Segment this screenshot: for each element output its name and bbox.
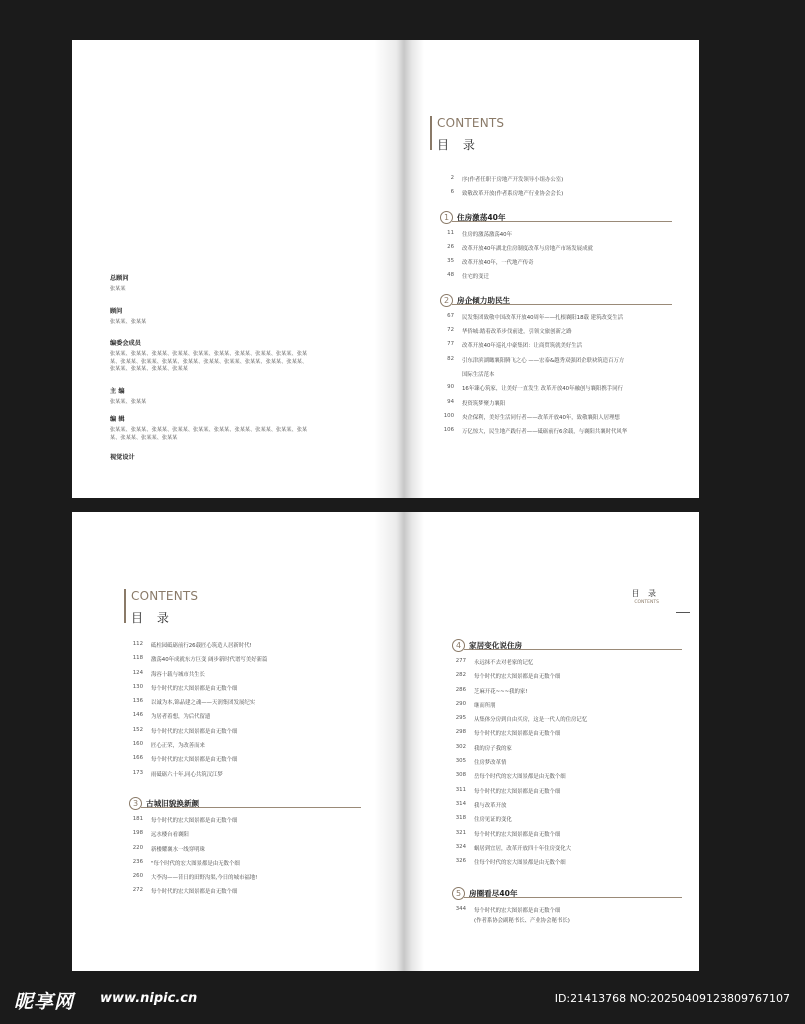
toc-row: [129, 684, 361, 698]
page-number: 106: [443, 427, 454, 434]
toc-row: [440, 272, 672, 286]
entry-title: 每个时代的宏大图景都是由无数个细: [151, 728, 238, 735]
credit-label: 编委会成员: [110, 340, 141, 347]
entry-title: 每个时代的宏大图景都是由无数个细: [474, 788, 561, 795]
page-number: 236: [132, 858, 143, 865]
toc-row: [129, 655, 361, 669]
toc-row: [129, 770, 361, 784]
toc-list: [440, 175, 672, 441]
toc-row: [129, 670, 361, 684]
page-number: 166: [132, 755, 143, 762]
page-number: 318: [455, 815, 466, 822]
toc-row: [129, 887, 361, 901]
bottom-spread: [72, 512, 699, 971]
section-number: 5: [452, 887, 465, 900]
toc-page-1: [390, 40, 699, 498]
entry-title: 改革开放40年，一代地产传奇: [462, 260, 534, 267]
toc-row: [440, 175, 672, 189]
page-number: 6: [450, 189, 454, 196]
section-number: 1: [440, 211, 453, 224]
watermark-bar: [0, 974, 805, 1024]
toc-row: [452, 715, 682, 729]
watermark-logo: 昵享网: [14, 991, 75, 1013]
entry-title: 致敬改革开放(作者系房地产行业协会会长): [462, 191, 564, 198]
entry-title: 每个时代的宏大图景都是由无数个细: [474, 831, 561, 838]
page-number: 82: [447, 355, 454, 362]
entry-title: 以诚为本,锦品建之魂——天润集团发展纪实: [151, 700, 256, 707]
toc-row: [452, 729, 682, 743]
entry-title: 序(作者任职于房地产开发领导小组办公室): [462, 177, 564, 183]
entry-title: 投资筑梦聚力襄阳: [462, 400, 506, 407]
entry-title: 大李沟——昔日的田野沟渠,今日的城市福地!: [151, 875, 258, 882]
credit-value: 张某某、张某某、张某某、张某某、张某某、张某某、张某某、张某某、张某某、张某某、张某某、张某某、张某某、张某某、张某某、张某某、张某某、张某某、张某某、张某某、张某某、张某某、张某某: [110, 351, 308, 372]
credit-value: 张某某: [110, 286, 126, 292]
toc-row: [440, 258, 672, 272]
entry-title: 每个时代的宏大图景都是由无数个细: [474, 731, 561, 738]
entry-title: 住房见证的变化: [474, 817, 512, 824]
toc-row: [129, 830, 361, 844]
page-number: 305: [455, 758, 466, 765]
toc-row: [452, 687, 682, 701]
page-number: 35: [447, 258, 454, 265]
entry-title: 民发集团致敬中国改革开放40周年——扎根襄阳18载 建筑改变生活: [462, 314, 623, 321]
page-number: 321: [455, 829, 466, 836]
toc-row: [452, 858, 682, 872]
toc-row: [129, 727, 361, 741]
section-header: [129, 794, 361, 816]
watermark-id: ID:21413768 NO:20250409123809767107: [554, 992, 790, 1005]
toc-row: [440, 370, 672, 384]
entry-title: 岳每个时代的宏大图景都是由无数个细: [474, 774, 566, 781]
heading-accent-bar: [430, 116, 432, 150]
page-number: 181: [132, 815, 143, 822]
page-number: 90: [447, 384, 454, 391]
toc-row: [452, 772, 682, 786]
page-number: 198: [132, 830, 143, 837]
toc-row: [452, 916, 682, 930]
credit-label: 主 编: [110, 387, 125, 395]
entry-title: 远水楼台看襄阳: [151, 832, 189, 839]
page-number: 26: [447, 243, 454, 250]
entry-title: 匠心正荣，为改善而来: [151, 743, 205, 750]
page-number: 173: [132, 769, 143, 776]
toc-row: [452, 815, 682, 829]
page-number: 11: [447, 229, 454, 236]
entry-title: 每个时代的宏大图景都是由无数个细: [474, 674, 561, 681]
entry-title: 国际生活范本: [462, 371, 495, 378]
page-number: 67: [447, 312, 454, 319]
entry-title: 每个时代的宏大图景都是由无数个细: [151, 817, 238, 824]
entry-title: 每个时代的宏大图景都是由无数个细: [151, 757, 238, 764]
page-number: 295: [455, 715, 466, 722]
entry-title: 砥柱园砥砺前行26载匠心筑造人居新时代!: [151, 643, 252, 649]
toc-list: [452, 636, 682, 931]
page-number: 324: [455, 843, 466, 850]
page-number: 136: [132, 698, 143, 705]
toc-row: [452, 672, 682, 686]
section-title: 房圈看尽40年: [469, 889, 518, 899]
page-number: 286: [455, 686, 466, 693]
contents-en: CONTENTS: [634, 600, 659, 605]
credits-block: [110, 265, 310, 461]
toc-row: [452, 906, 682, 916]
page-number: 77: [447, 341, 454, 348]
credit-value: 张某某、张某某、张某某、张某某、张某某、张某某、张某某、张某某、张某某、张某某、张某某、张某某、张某某: [110, 427, 308, 441]
toc-row: [440, 427, 672, 441]
top-spread: [72, 40, 699, 498]
contents-mini-heading: [631, 588, 659, 605]
entry-title: 华侨城:踏着改革步伐前进，引领文旅创新之路: [462, 329, 572, 336]
section-header: [452, 636, 682, 658]
watermark-url: www.nipic.cn: [100, 991, 198, 1006]
page-number: 130: [132, 683, 143, 690]
entry-title: 改革开放40年湖北住房制度改革与房地产市场发展成就: [462, 245, 593, 252]
entry-title: 芝麻开花~~~我的家!: [474, 688, 528, 695]
toc-row: [452, 658, 682, 672]
contents-cn: 目 录: [437, 138, 480, 152]
toc-row: [129, 712, 361, 726]
toc-row: [440, 399, 672, 413]
toc-row: [452, 758, 682, 772]
toc-row: [452, 844, 682, 858]
toc-row: [129, 698, 361, 712]
page-number: 314: [455, 800, 466, 807]
page-number: 146: [132, 712, 143, 719]
section-number: 3: [129, 797, 142, 810]
page-number: 48: [447, 272, 454, 279]
page-number: 94: [447, 398, 454, 405]
page-number: 2: [450, 175, 454, 181]
credit-label: 视觉设计: [110, 454, 135, 461]
toc-row: [129, 873, 361, 887]
toc-row: [452, 830, 682, 844]
toc-row: [129, 755, 361, 769]
entry-title: 每个时代的宏大图景都是由无数个细: [151, 685, 238, 692]
page-number: 112: [132, 641, 143, 647]
mini-heading-rule: [676, 612, 690, 613]
toc-row: [440, 230, 672, 244]
page-number: 302: [455, 743, 466, 750]
section-title: 家居变化说住房: [469, 641, 523, 650]
toc-row: [129, 816, 361, 830]
entry-title: 住宅的变迁: [462, 274, 489, 281]
credit-label: 顾问: [110, 307, 123, 315]
page-number: 152: [132, 726, 143, 733]
toc-row: [440, 244, 672, 258]
entry-title: "每个时代的宏大图景都是由无数个细: [151, 860, 240, 867]
entry-title: 为居者着想，为后代留遗: [151, 714, 211, 721]
entry-title: 每个时代的宏大图景都是由无数个细: [151, 889, 238, 896]
toc-page-3: [390, 512, 699, 971]
section-header: [440, 291, 672, 313]
credit-label: 总顾问: [110, 275, 129, 282]
section-title: 古城旧貌换新颜: [146, 798, 200, 808]
toc-row: [440, 384, 672, 398]
toc-page-2: [72, 512, 390, 971]
entry-title: 我的房子我的家: [474, 745, 512, 752]
toc-list: [129, 641, 361, 902]
section-header: [452, 884, 682, 906]
toc-row: [440, 327, 672, 341]
page-number: 100: [443, 412, 454, 419]
entry-title: 激荡40年成就东方巨变 阔步新时代谱写美好新篇: [151, 657, 268, 664]
credit-value: 张某某、张某某: [110, 398, 147, 405]
entry-title: 住房的激荡激荡40年: [462, 231, 512, 238]
entry-title: 改革开放40年巡礼中豪集团：让商贸筑就美好生活: [462, 343, 583, 350]
credit-label: 编 辑: [110, 416, 125, 423]
toc-row: [129, 741, 361, 755]
entry-title: 雨砥砺六十年,同心共筑汉江梦: [151, 771, 223, 778]
page-number: 260: [132, 873, 143, 880]
toc-row: [452, 701, 682, 715]
page-number: 282: [455, 672, 466, 679]
toc-row: [440, 189, 672, 203]
page-number: 272: [132, 887, 143, 894]
heading-accent-bar: [124, 589, 126, 623]
page-number: 290: [455, 700, 466, 707]
page-number: 160: [132, 741, 143, 748]
entry-title: 新楼耀襄水一线穿明珠: [151, 846, 205, 853]
toc-row: [440, 341, 672, 355]
toc-row: [452, 787, 682, 801]
toc-row: [440, 356, 672, 370]
page-number: 311: [455, 786, 466, 793]
entry-title: 16年臻心筑家，让美好一直发生 改革开放40年融创与襄阳携手同行: [462, 386, 623, 393]
entry-title: 从集体分房到自由买房，这是一代人的住房记忆: [474, 717, 588, 724]
page-number: 118: [132, 655, 143, 662]
entry-title: 引东津滨湖瞰襄阳腾飞之心 ——宏泰&越秀双强团企联袂筑造百万方: [462, 357, 625, 364]
toc-row: [129, 641, 361, 655]
page-number: 277: [455, 658, 466, 664]
section-number: 4: [452, 639, 465, 652]
section-number: 2: [440, 294, 453, 307]
entry-title: 我与改革开放: [474, 802, 507, 809]
entry-title: 继而所朋: [474, 702, 496, 709]
entry-title: 蜗居到宜居，改革开放四十年住房变化大: [474, 845, 572, 852]
entry-title: 每个时代的宏大图景都是由无数个细: [474, 908, 561, 915]
toc-row: [129, 859, 361, 873]
page-number: 308: [455, 772, 466, 779]
page-number: 72: [447, 327, 454, 334]
contents-cn: 目 录: [631, 589, 659, 598]
contents-cn: 目 录: [131, 611, 174, 625]
toc-row: [452, 801, 682, 815]
entry-title: 住每个时代的宏大图景都是由无数个细: [474, 860, 566, 867]
page-number: 344: [455, 906, 466, 913]
page-number: 124: [132, 669, 143, 676]
section-header: [440, 208, 672, 230]
page-number: 298: [455, 729, 466, 736]
page-number: 220: [132, 844, 143, 851]
toc-row: [440, 413, 672, 427]
entry-title: 住房梦改革情: [474, 760, 507, 767]
entry-title: 央企保利，美好生活同行者——改革开放40年，致敬襄阳人居理想: [462, 414, 620, 421]
toc-row: [440, 313, 672, 327]
section-title: 住房激荡40年: [457, 212, 506, 222]
toc-row: [452, 744, 682, 758]
credits-page: [72, 40, 390, 498]
entry-title: 海容十载与城市共生长: [151, 671, 205, 678]
entry-title: 永远抹不去对老家的记忆: [474, 660, 534, 666]
entry-title: (作者系协会副秘书长、产业协会秘书长): [474, 918, 570, 925]
entry-title: 万亿惊大，民生地产践行者——砥砺前行6余载，与襄阳共襄时代风华: [462, 429, 628, 436]
section-title: 房企倾力助民生: [457, 295, 511, 305]
contents-en: CONTENTS: [131, 589, 199, 603]
toc-row: [129, 845, 361, 859]
page-number: 326: [455, 858, 466, 865]
contents-en: CONTENTS: [437, 116, 505, 130]
credit-value: 张某某、张某某: [110, 318, 147, 325]
